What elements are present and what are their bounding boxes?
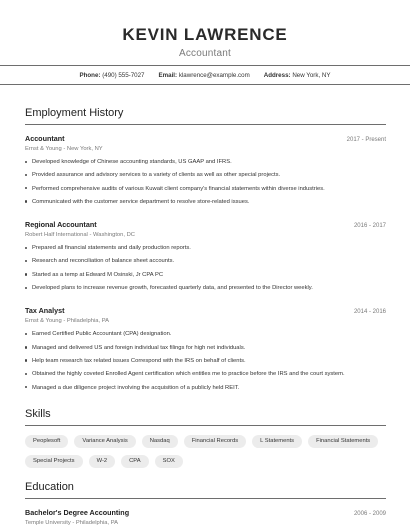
skills-heading: Skills — [25, 408, 386, 426]
bullet-item: Provided assurance and advisory services to a variety of clients as well as other special projects. — [25, 171, 386, 184]
skill-tag: Variance Analysis — [74, 435, 135, 448]
bullet-item: Managed and delivered US and foreign individual tax filings for high net individuals. — [25, 344, 386, 357]
email-label: Email: — [158, 71, 178, 79]
job-bullets — [25, 244, 386, 297]
contact-address — [264, 72, 331, 79]
skills-list — [25, 435, 386, 468]
address-value: New York, NY — [292, 71, 331, 79]
skills-section — [25, 408, 386, 468]
bullet-item: Developed knowledge of Chinese accounting standards, US GAAP and IFRS. — [25, 158, 386, 171]
job-entry — [25, 220, 386, 297]
education-dates: 2006 - 2009 — [353, 511, 386, 517]
skill-tag: Special Projects — [25, 455, 83, 468]
skill-tag: Peoplesoft — [25, 435, 68, 448]
skill-tag: CPA — [121, 455, 149, 468]
bullet-item: Earned Certified Public Accountant (CPA) designation. — [25, 330, 386, 343]
job-title: Accountant — [25, 134, 65, 143]
address-label: Address: — [263, 71, 291, 79]
bullet-item: Developed plans to increase revenue growth, forecasted quarterly data, and presented to the Director weekly. — [25, 284, 386, 297]
job-dates: 2016 - 2017 — [353, 223, 386, 230]
job-title: Tax Analyst — [25, 306, 65, 316]
job-bullets — [25, 330, 386, 396]
skill-tag: Financial Statements — [308, 435, 378, 448]
bullet-item: Performed comprehensive audits of various Kuwait client company's financial statements within diverse industries. — [25, 185, 386, 198]
bullet-item: Managed a due diligence project involving the acquisition of a publicly held REIT. — [25, 384, 386, 397]
education-entry — [25, 508, 386, 526]
resume-header — [0, 0, 410, 59]
bullet-item: Communicated with the customer service department to resolve store-related issues. — [25, 198, 386, 211]
skill-tag: W-2 — [89, 455, 116, 468]
skill-tag: SOX — [155, 455, 183, 468]
school-name: Temple University - Philadelphia, PA — [25, 520, 119, 526]
phone-value: (490) 555-7027 — [102, 71, 145, 79]
skill-tag: Nasdaq — [142, 435, 178, 448]
job-dates: 2017 - Present — [346, 137, 386, 143]
employment-section — [25, 107, 386, 397]
education-section — [25, 481, 386, 526]
job-company: Ernst & Young - New York, NY — [25, 146, 103, 152]
job-entry — [25, 306, 386, 396]
bullet-item: Help team research tax related issues Correspond with the IRS on behalf of clients. — [25, 357, 386, 370]
bullet-item: Research and reconciliation of balance sheet accounts. — [25, 257, 386, 270]
candidate-name: KEVIN LAWRENCE — [122, 25, 288, 44]
employment-heading: Employment History — [25, 107, 386, 125]
contact-phone — [79, 72, 144, 79]
skill-tag: L Statements — [252, 435, 302, 448]
education-heading: Education — [25, 481, 386, 499]
phone-label: Phone: — [79, 71, 101, 79]
bullet-item: Started as a temp at Edward M Osinski, Jr CPA PC — [25, 271, 386, 284]
contact-bar — [0, 65, 410, 85]
job-dates: 2014 - 2016 — [353, 309, 386, 316]
job-company: Robert Half International - Washington, DC — [25, 232, 135, 239]
job-company: Ernst & Young - Philadelphia, PA — [25, 318, 110, 325]
job-entry — [25, 134, 386, 211]
job-title: Regional Accountant — [25, 220, 97, 230]
degree-title: Bachelor's Degree Accounting — [25, 508, 130, 517]
email-value: klawrence@example.com — [178, 71, 250, 79]
candidate-title: Accountant — [178, 48, 232, 59]
skill-tag: Financial Records — [184, 435, 246, 448]
contact-email — [159, 72, 250, 79]
bullet-item: Prepared all financial statements and daily production reports. — [25, 244, 386, 257]
bullet-item: Obtained the highly coveted Enrolled Agent certification which entitles me to practice before the IRS and the court system. — [25, 370, 386, 383]
job-bullets — [25, 158, 386, 211]
